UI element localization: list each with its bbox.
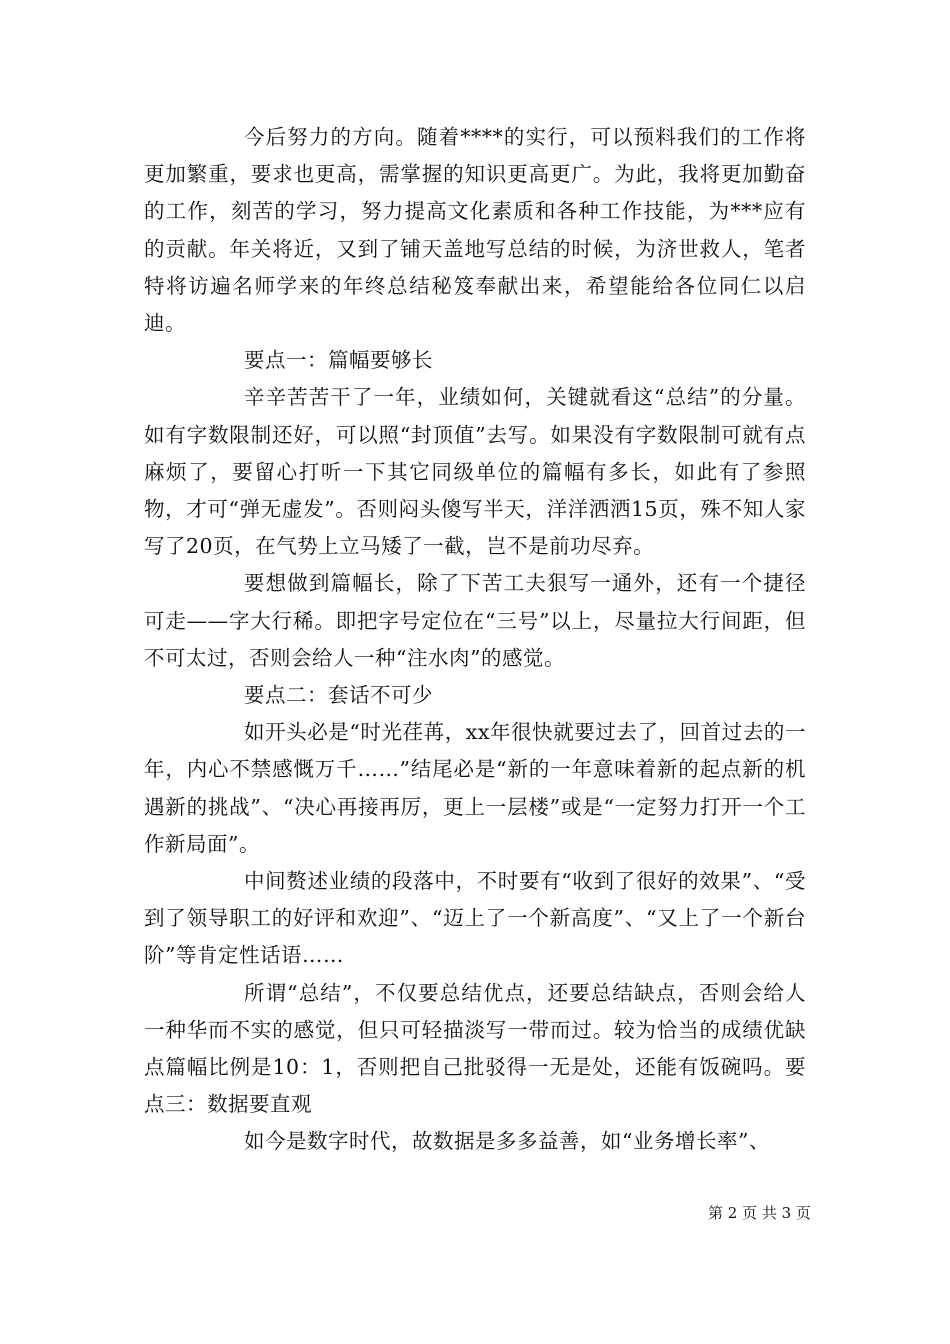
document-body — [144, 119, 806, 1161]
page-number-footer: 第 2 页 共 3 页 — [708, 1204, 811, 1222]
paragraph-data: 如今是数字时代，故数据是多多益善，如“业务增长率”、 — [244, 1129, 770, 1154]
section-heading-1: 要点一：篇幅要够长 — [244, 348, 433, 373]
paragraph-length: 辛辛苦苦干了一年，业绩如何，关键就看这“总结”的分量。如有字数限制还好，可以照“封顶值”去写。如果没有字数限制可就有点麻烦了，要留心打听一下其它同级单位的篇幅有多长，如此有了参照物，才可“弹无虚发”。否则闷头傻写半天，洋洋洒洒15页，殊不知人家写了20页，在气势上立马矮了一截，岂不是前功尽弃。 — [144, 385, 806, 559]
paragraph-middle: 中间赘述业绩的段落中，不时要有“收到了很好的效果”、“受到了领导职工的好评和欢迎”、“迈上了一个新高度”、“又上了一个新台阶”等肯定性话语…… — [144, 869, 806, 968]
paragraph-summary: 所谓“总结”，不仅要总结优点，还要总结缺点，否则会给人一种华而不实的感觉，但只可轻描淡写一带而过。较为恰当的成绩优缺点篇幅比例是10：1，否则把自己批驳得一无是处，还能有饭碗吗。要点三：数据要直观 — [144, 980, 806, 1117]
paragraph-opening: 如开头必是“时光荏苒，xx年很快就要过去了，回首过去的一年，内心不禁感慨万千……”结尾必是“新的一年意味着新的起点新的机遇新的挑战”、“决心再接再厉，更上一层楼”或是“一定努力打开一个工作新局面”。 — [144, 720, 806, 856]
section-heading-2: 要点二：套话不可少 — [244, 683, 433, 708]
paragraph-shortcut: 要想做到篇幅长，除了下苦工夫狠写一通外，还有一个捷径可走——字大行稀。即把字号定位在“三号”以上，尽量拉大行间距，但不可太过，否则会给人一种“注水肉”的感觉。 — [144, 571, 806, 670]
paragraph-intro: 今后努力的方向。随着****的实行，可以预料我们的工作将更加繁重，要求也更高，需掌握的知识更高更广。为此，我将更加勤奋的工作，刻苦的学习，努力提高文化素质和各种工作技能，为***应有的贡献。年关将近，又到了铺天盖地写总结的时候，为济世救人，笔者特将访遍名师学来的年终总结秘笈奉献出来，希望能给各位同仁以启迪。 — [144, 125, 806, 336]
